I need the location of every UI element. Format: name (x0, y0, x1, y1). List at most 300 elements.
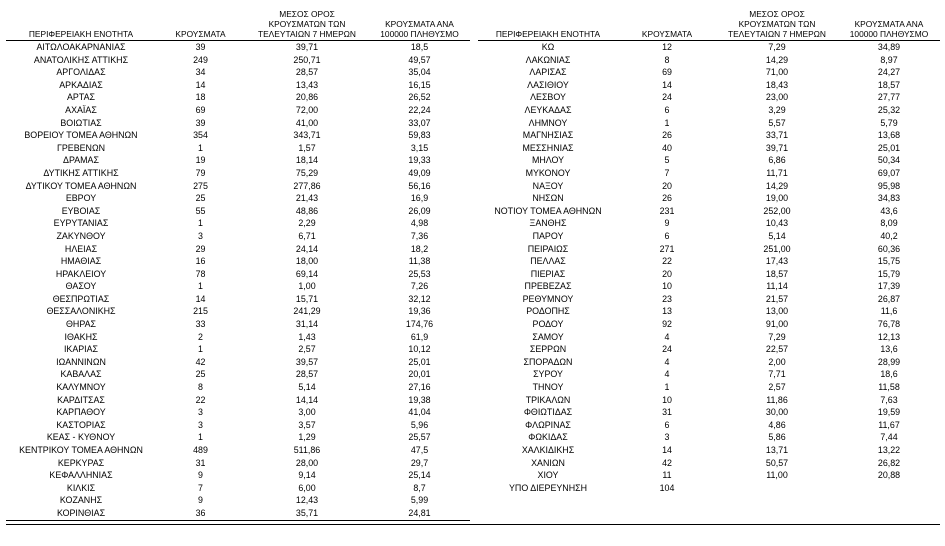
cell-region: ΗΛΕΙΑΣ (64, 243, 98, 254)
table-row (6, 469, 470, 482)
cell-per100k: 69,07 (877, 167, 901, 178)
cell-cases: 69 (195, 104, 206, 115)
cell-avg7: 15,71 (295, 293, 319, 304)
cell-per100k: 11,38 (408, 256, 431, 267)
cell-region: ΠΡΕΒΕΖΑΣ (524, 281, 572, 292)
cell-region: ΙΘΑΚΗΣ (64, 331, 98, 342)
cell-cases: 40 (662, 142, 672, 153)
cell-cases: 42 (195, 356, 206, 367)
cell-per100k: 11,58 (878, 382, 900, 393)
cell-avg7: 11,71 (766, 167, 788, 178)
cell-avg7: 30,00 (765, 407, 789, 418)
cell-avg7: 31,14 (295, 319, 319, 330)
header-cases: ΚΡΟΥΣΜΑΤΑ (156, 6, 245, 41)
table-row (478, 381, 940, 394)
cell-cases: 39 (195, 117, 206, 128)
table-row (478, 117, 940, 130)
table-row (478, 419, 940, 432)
cell-region: ΡΟΔΟΠΗΣ (526, 306, 570, 317)
cell-cases: 1 (198, 142, 203, 153)
cell-avg7: 5,14 (298, 382, 316, 393)
cell-avg7: 22,57 (765, 344, 789, 355)
cell-cases: 39 (195, 42, 206, 52)
cell-per100k: 19,59 (877, 407, 901, 418)
cell-region: ΝΟΤΙΟΥ ΤΟΜΕΑ ΑΘΗΝΩΝ (494, 205, 602, 216)
cell-cases: 1 (198, 432, 203, 443)
cell-avg7: 3,57 (298, 419, 316, 430)
cell-per100k: 25,01 (408, 356, 431, 367)
table-row (6, 180, 470, 193)
left-table-panel (6, 6, 470, 521)
cell-cases: 78 (195, 268, 206, 279)
table-row (6, 230, 470, 243)
cell-cases: 14 (662, 445, 672, 455)
cell-region: ΕΥΡΥΤΑΝΙΑΣ (53, 218, 109, 229)
cell-avg7: 91,00 (765, 319, 789, 330)
cell-per100k: 18,57 (877, 79, 901, 90)
cell-region: ΛΕΥΚΑΔΑΣ (524, 104, 572, 115)
cell-cases: 6 (664, 230, 670, 241)
cell-region: ΝΗΣΩΝ (532, 193, 564, 204)
cell-cases: 3 (664, 432, 670, 443)
table-row (478, 318, 940, 331)
left-table-body (6, 41, 470, 521)
cell-cases: 29 (195, 243, 206, 254)
cell-avg7: 2,57 (298, 344, 316, 355)
cell-per100k: 76,78 (877, 319, 901, 330)
cell-region: ΘΕΣΣΑΛΟΝΙΚΗΣ (46, 306, 116, 317)
cell-per100k: 13,6 (880, 344, 898, 355)
cell-per100k: 25,32 (877, 104, 901, 115)
cell-per100k: 35,04 (408, 67, 431, 78)
cell-per100k: 25,53 (408, 268, 431, 279)
cell-region: ΦΛΩΡΙΝΑΣ (525, 419, 571, 430)
cell-cases: 18 (195, 92, 206, 103)
cell-region: ΚΑΣΤΟΡΙΑΣ (56, 419, 106, 430)
cell-per100k: 7,44 (880, 432, 898, 443)
cell-cases: 20 (662, 268, 672, 279)
cell-per100k: 26,87 (877, 293, 901, 304)
cell-per100k: 16,15 (408, 79, 431, 90)
table-row (6, 129, 470, 142)
table-row (478, 394, 940, 407)
cell-per100k: 47,5 (410, 445, 429, 455)
table-row (478, 444, 940, 457)
cell-avg7: 5,57 (768, 117, 786, 128)
table-row (478, 91, 940, 104)
cell-per100k: 40,2 (880, 230, 898, 241)
header-per100k: ΚΡΟΥΣΜΑΤΑ ΑΝΑ 100000 ΠΛΗΘΥΣΜΟ (369, 6, 470, 41)
cell-avg7: 14,29 (765, 54, 789, 65)
cell-avg7 (716, 482, 838, 495)
cell-cases: 31 (662, 407, 672, 418)
cell-cases: 215 (193, 306, 208, 317)
cell-cases: 25 (195, 369, 206, 380)
cell-avg7: 18,43 (765, 79, 789, 90)
table-row (6, 167, 470, 180)
cell-cases: 12 (662, 42, 672, 52)
cell-region: ΚΑΡΔΙΤΣΑΣ (57, 394, 105, 405)
cell-avg7: 3,29 (768, 104, 786, 115)
cell-avg7: 71,00 (765, 67, 789, 78)
table-row (6, 444, 470, 457)
cell-region: ΡΟΔΟΥ (532, 319, 564, 330)
cell-cases: 3 (198, 230, 203, 241)
cell-avg7: 35,71 (245, 507, 369, 520)
cell-per100k: 25,14 (408, 470, 431, 481)
cell-region: ΔΡΑΜΑΣ (63, 155, 99, 166)
cell-cases: 22 (195, 394, 206, 405)
cell-region: ΠΕΙΡΑΙΩΣ (527, 243, 569, 254)
cell-per100k: 5,79 (880, 117, 898, 128)
cell-avg7: 18,14 (295, 155, 319, 166)
cell-avg7: 5,86 (768, 432, 786, 443)
cell-region: ΗΜΑΘΙΑΣ (60, 256, 102, 267)
cell-avg7: 2,57 (768, 382, 786, 393)
header-avg7: ΜΕΣΟΣ ΟΡΟΣ ΚΡΟΥΣΜΑΤΩΝ ΤΩΝ ΤΕΛΕΥΤΑΙΩΝ 7 ΗΜΕΡΩΝ (716, 6, 838, 41)
cell-region: ΦΩΚΙΔΑΣ (528, 432, 568, 443)
table-row (478, 217, 940, 230)
cell-region: ΚΕΡΚΥΡΑΣ (57, 457, 105, 468)
cell-per100k: 11,67 (878, 419, 900, 430)
table-header-row (6, 6, 470, 41)
table-row (6, 104, 470, 117)
cell-cases: 9 (664, 218, 670, 229)
cell-per100k: 8,97 (880, 54, 898, 65)
cell-cases: 4 (664, 369, 670, 380)
cell-region: ΣΠΟΡΑΔΩΝ (523, 356, 573, 367)
table-row (478, 469, 940, 482)
cell-cases: 14 (195, 293, 206, 304)
cell-per100k: 27,16 (408, 382, 431, 393)
cell-avg7: 1,43 (298, 331, 316, 342)
cell-cases: 7 (198, 482, 203, 493)
cell-cases: 1 (664, 117, 670, 128)
cell-cases: 69 (662, 67, 672, 78)
cell-region: ΕΒΡΟΥ (65, 193, 97, 204)
cell-per100k: 19,33 (408, 155, 431, 166)
cell-per100k: 49,57 (408, 54, 431, 65)
cell-cases: 34 (195, 67, 206, 78)
cell-avg7: 19,00 (765, 193, 789, 204)
cell-per100k: 20,01 (408, 369, 431, 380)
table-row (6, 293, 470, 306)
cell-cases: 275 (193, 180, 208, 191)
cell-region: ΜΥΚΟΝΟΥ (525, 167, 571, 178)
table-row (478, 368, 940, 381)
cell-cases: 42 (662, 457, 672, 468)
table-row (6, 41, 470, 54)
cell-region: ΠΕΛΛΑΣ (530, 256, 566, 267)
table-row (6, 394, 470, 407)
cell-avg7: 4,86 (768, 419, 786, 430)
cell-per100k: 10,12 (408, 344, 431, 355)
table-row (478, 243, 940, 256)
cell-per100k: 5,99 (410, 495, 429, 506)
cell-per100k: 24,27 (877, 67, 901, 78)
table-row (478, 66, 940, 79)
cell-avg7: 6,00 (298, 482, 316, 493)
cell-cases: 36 (156, 507, 245, 520)
table-row (6, 243, 470, 256)
table-row (6, 79, 470, 92)
cell-cases: 3 (198, 407, 203, 418)
cell-avg7: 3,00 (298, 407, 316, 418)
cell-cases: 24 (662, 344, 672, 355)
cell-per100k: 5,96 (410, 419, 429, 430)
cell-per100k: 49,09 (408, 167, 431, 178)
cell-avg7: 39,71 (295, 42, 319, 52)
cell-region: ΗΡΑΚΛΕΙΟΥ (55, 268, 107, 279)
table-row (6, 494, 470, 507)
table-row (6, 381, 470, 394)
table-row (478, 343, 940, 356)
cell-per100k: 33,07 (408, 117, 431, 128)
cell-region: ΕΥΒΟΙΑΣ (61, 205, 101, 216)
cell-per100k: 8,09 (880, 218, 898, 229)
cell-region: ΚΕΦΑΛΛΗΝΙΑΣ (49, 470, 113, 481)
cell-avg7: 24,14 (295, 243, 319, 254)
table-row (6, 54, 470, 67)
cell-avg7: 23,00 (765, 92, 789, 103)
cell-cases: 9 (198, 495, 203, 506)
cell-per100k: 25,01 (877, 142, 901, 153)
table-row (478, 331, 940, 344)
cell-per100k: 24,81 (369, 507, 470, 520)
cell-avg7: 28,57 (295, 369, 319, 380)
cell-avg7: 13,71 (765, 445, 789, 455)
cell-region: ΑΝΑΤΟΛΙΚΗΣ ΑΤΤΙΚΗΣ (33, 54, 129, 65)
cell-cases: 13 (662, 306, 672, 317)
cell-avg7: 28,57 (295, 67, 319, 78)
cell-cases: 22 (662, 256, 672, 267)
cell-per100k: 15,79 (877, 268, 901, 279)
cell-cases: 10 (662, 281, 672, 292)
header-per100k: ΚΡΟΥΣΜΑΤΑ ΑΝΑ 100000 ΠΛΗΘΥΣΜΟ (838, 6, 940, 41)
cell-cases: 9 (198, 470, 203, 481)
cell-region: ΔΥΤΙΚΗΣ ΑΤΤΙΚΗΣ (43, 167, 119, 178)
cell-per100k: 3,15 (410, 142, 429, 153)
cell-region: ΔΥΤΙΚΟΥ ΤΟΜΕΑ ΑΘΗΝΩΝ (25, 180, 137, 191)
cell-per100k: 22,24 (408, 104, 431, 115)
cell-region: ΣΕΡΡΩΝ (529, 344, 567, 355)
cell-avg7: 69,14 (295, 268, 319, 279)
cell-avg7: 241,29 (293, 306, 321, 317)
cell-region: ΑΡΚΑΔΙΑΣ (59, 79, 103, 90)
table-row (478, 255, 940, 268)
table-row (478, 54, 940, 67)
table-row (6, 217, 470, 230)
cell-cases: 3 (198, 419, 203, 430)
table-row (6, 192, 470, 205)
cell-cases: 8 (198, 382, 203, 393)
cell-cases: 1 (198, 344, 203, 355)
cell-avg7: 39,57 (295, 356, 319, 367)
cell-region: ΚΑΡΠΑΘΟΥ (56, 407, 106, 418)
table-row (478, 167, 940, 180)
cell-avg7: 12,43 (295, 495, 319, 506)
cell-avg7: 50,57 (765, 457, 789, 468)
cell-per100k: 17,39 (877, 281, 901, 292)
cell-avg7: 1,29 (298, 432, 316, 443)
cell-region: ΜΗΛΟΥ (531, 155, 565, 166)
cell-region: ΑΡΤΑΣ (66, 92, 95, 103)
cell-region: ΘΑΣΟΥ (65, 281, 97, 292)
table-row (6, 331, 470, 344)
cell-per100k: 19,36 (408, 306, 431, 317)
cell-per100k: 29,7 (410, 457, 429, 468)
table-row (478, 154, 940, 167)
cell-region: ΑΙΤΩΛΟΑΚΑΡΝΑΝΙΑΣ (36, 42, 126, 52)
cell-per100k: 43,6 (880, 205, 898, 216)
cell-region: ΚΕΝΤΡΙΚΟΥ ΤΟΜΕΑ ΑΘΗΝΩΝ (19, 445, 143, 455)
table-row (6, 343, 470, 356)
cell-cases: 2 (198, 331, 203, 342)
cell-region: ΒΟΙΩΤΙΑΣ (60, 117, 102, 128)
cell-avg7: 13,43 (295, 79, 319, 90)
cell-per100k: 25,57 (408, 432, 431, 443)
cell-region: ΧΑΝΙΩΝ (531, 457, 565, 468)
cell-region: ΥΠΟ ΔΙΕΡΕΥΝΗΣΗ (509, 482, 587, 493)
cell-per100k: 27,77 (877, 92, 901, 103)
cell-region: ΖΑΚΥΝΘΟΥ (56, 230, 106, 241)
cell-avg7: 6,71 (298, 230, 316, 241)
cell-region: ΘΕΣΠΡΩΤΙΑΣ (52, 293, 110, 304)
cell-avg7: 18,57 (765, 268, 789, 279)
table-row (6, 356, 470, 369)
cell-region: ΑΡΓΟΛΙΔΑΣ (56, 67, 106, 78)
cell-avg7: 21,57 (765, 293, 789, 304)
cell-region: ΙΩΑΝΝΙΝΩΝ (56, 356, 106, 367)
cell-per100k: 15,75 (877, 256, 901, 267)
cell-per100k: 26,09 (408, 205, 431, 216)
table-row (6, 154, 470, 167)
cell-cases: 8 (664, 54, 670, 65)
table-row (478, 79, 940, 92)
cell-region: ΚΟΡΙΝΘΙΑΣ (6, 507, 156, 520)
cell-per100k: 7,36 (410, 230, 429, 241)
cell-region: ΣΑΜΟΥ (532, 331, 564, 342)
cell-per100k: 59,83 (408, 130, 431, 141)
cell-region: ΡΕΘΥΜΝΟΥ (522, 293, 574, 304)
cell-avg7: 251,00 (763, 243, 791, 254)
table-row (478, 104, 940, 117)
cell-per100k: 13,22 (877, 445, 901, 455)
cell-per100k (838, 482, 940, 495)
cell-region: ΜΕΣΣΗΝΙΑΣ (522, 142, 574, 153)
table-row (478, 305, 940, 318)
cell-per100k: 26,52 (408, 92, 431, 103)
table-row (6, 280, 470, 293)
table-row (478, 192, 940, 205)
right-table-body (478, 41, 940, 495)
cell-avg7: 2,00 (768, 356, 786, 367)
table-row (478, 457, 940, 470)
cell-region: ΛΕΣΒΟΥ (530, 92, 566, 103)
cell-cases: 231 (659, 205, 675, 216)
cell-cases: 20 (662, 180, 672, 191)
header-region: ΠΕΡΙΦΕΡΕΙΑΚΗ ΕΝΟΤΗΤΑ (6, 6, 156, 41)
cell-per100k: 4,98 (410, 218, 429, 229)
table-row (6, 142, 470, 155)
cell-cases: 14 (662, 79, 672, 90)
cell-region: ΘΗΡΑΣ (66, 319, 96, 330)
cell-cases: 6 (664, 104, 670, 115)
cell-region: ΑΧΑΪΑΣ (65, 104, 97, 115)
cell-avg7: 39,71 (765, 142, 789, 153)
cell-avg7: 33,71 (765, 130, 789, 141)
table-row (478, 180, 940, 193)
table-row (478, 268, 940, 281)
cell-avg7: 5,14 (768, 230, 786, 241)
cell-region: ΤΗΝΟΥ (532, 382, 564, 393)
cell-per100k: 7,63 (880, 394, 898, 405)
cell-region: ΚΙΛΚΙΣ (66, 482, 96, 493)
cell-per100k: 34,83 (877, 193, 901, 204)
cell-region: ΚΑΒΑΛΑΣ (60, 369, 102, 380)
cell-cases: 79 (195, 167, 206, 178)
cell-per100k: 18,2 (410, 243, 429, 254)
cell-per100k: 13,68 (877, 130, 901, 141)
cell-avg7: 11,86 (766, 394, 788, 405)
cell-region: ΠΑΡΟΥ (532, 230, 564, 241)
cell-cases: 24 (662, 92, 672, 103)
cell-avg7: 28,00 (295, 457, 319, 468)
table-row (478, 293, 940, 306)
cell-cases: 4 (664, 356, 670, 367)
cell-avg7: 7,29 (768, 42, 786, 52)
cell-region: ΚΩ (541, 42, 555, 52)
cell-region: ΚΟΖΑΝΗΣ (59, 495, 103, 506)
cell-cases: 10 (662, 394, 672, 405)
table-row (6, 507, 470, 520)
table-row (478, 431, 940, 444)
cell-cases: 16 (195, 256, 206, 267)
table-header-row (478, 6, 940, 41)
cell-region: ΝΑΞΟΥ (532, 180, 564, 191)
cell-avg7: 343,71 (293, 130, 321, 141)
cell-avg7: 11,00 (766, 470, 788, 481)
cell-per100k: 8,7 (413, 482, 426, 493)
cell-per100k: 56,16 (408, 180, 431, 191)
cell-cases: 26 (662, 130, 672, 141)
cell-region: ΠΙΕΡΙΑΣ (530, 268, 566, 279)
table-row (478, 280, 940, 293)
cell-avg7: 7,71 (768, 369, 786, 380)
cell-cases: 26 (662, 193, 672, 204)
table-row (478, 142, 940, 155)
cell-avg7: 1,00 (298, 281, 316, 292)
cell-cases: 1 (198, 281, 203, 292)
cell-per100k: 19,38 (408, 394, 431, 405)
cell-per100k: 41,04 (408, 407, 431, 418)
cell-per100k: 26,82 (877, 457, 901, 468)
cell-cases: 6 (664, 419, 670, 430)
cell-per100k: 18,5 (410, 42, 429, 52)
cell-per100k: 12,13 (877, 331, 901, 342)
cell-avg7: 75,29 (295, 167, 319, 178)
table-row (6, 457, 470, 470)
cell-per100k: 174,76 (405, 319, 434, 330)
cell-per100k: 32,12 (408, 293, 431, 304)
table-row (6, 368, 470, 381)
cell-avg7: 48,86 (295, 205, 319, 216)
cell-avg7: 18,00 (295, 256, 319, 267)
table-row (6, 406, 470, 419)
cell-cases: 1 (198, 218, 203, 229)
cell-per100k: 60,36 (877, 243, 901, 254)
cell-per100k: 34,89 (877, 42, 901, 52)
